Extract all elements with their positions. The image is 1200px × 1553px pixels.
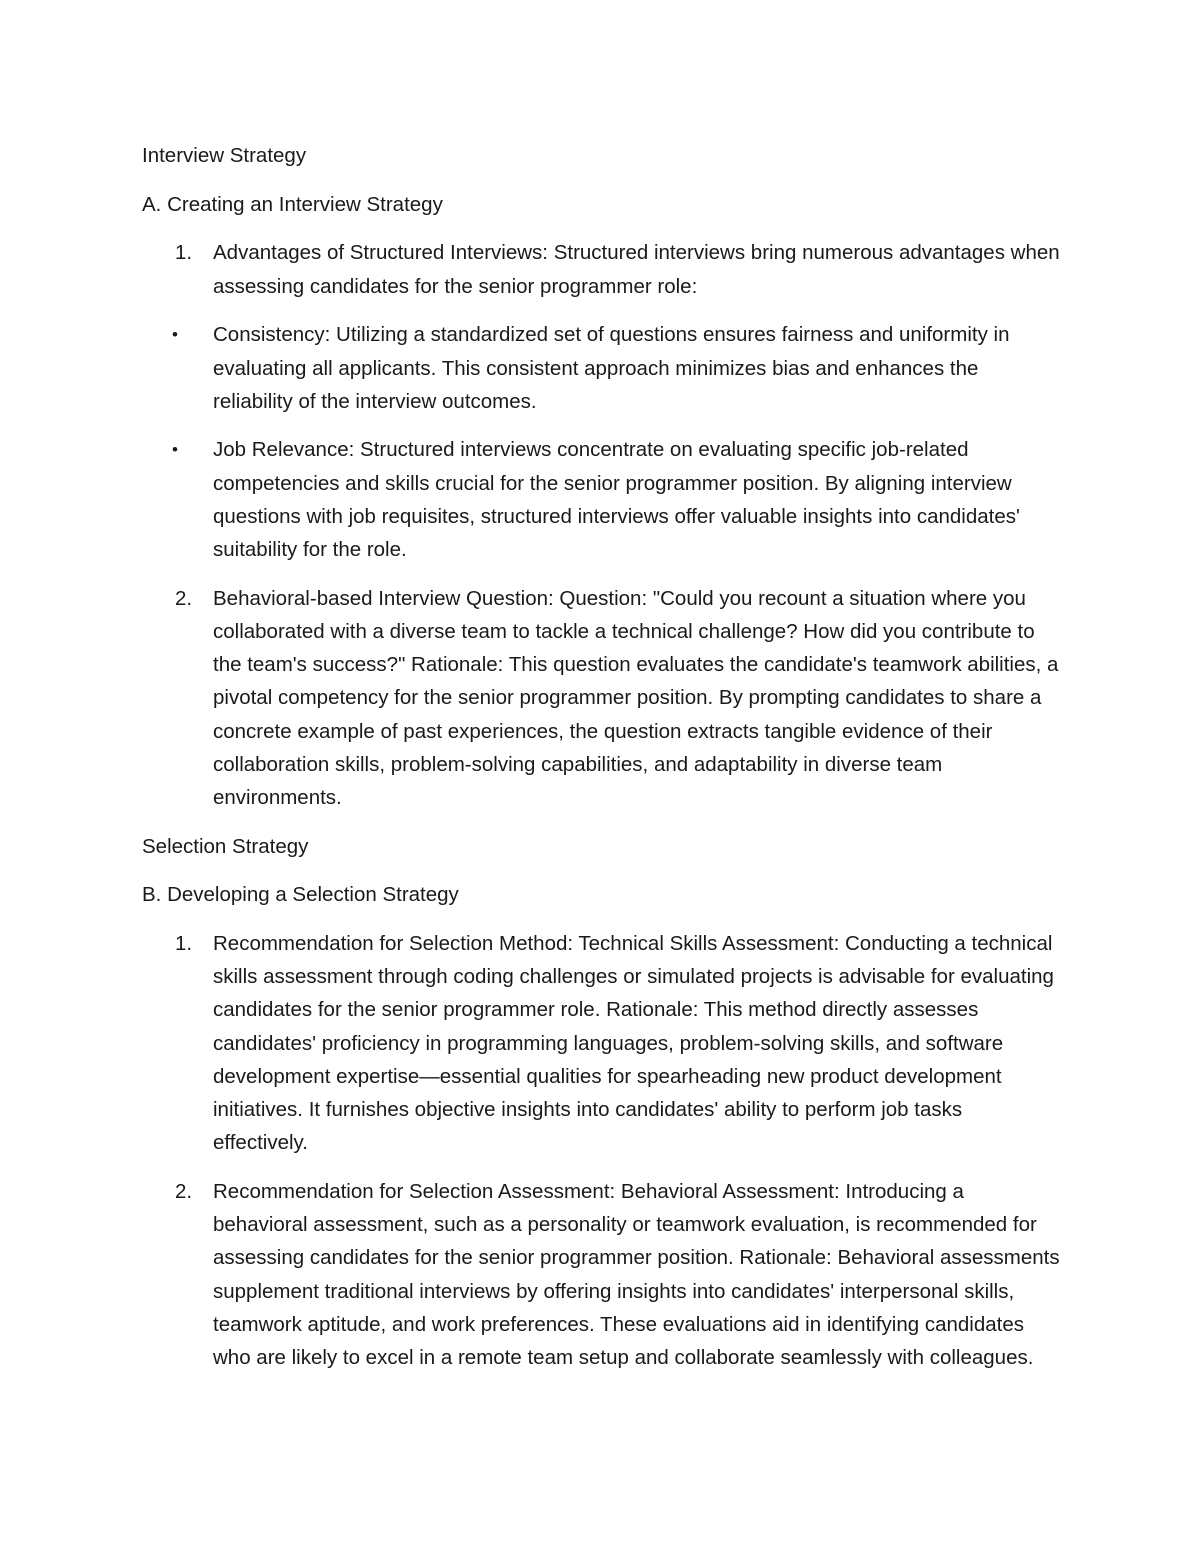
numbered-item-selection-method <box>142 927 1062 1159</box>
list-item-text: Behavioral-based Interview Question: Question: "Could you recount a situation where you collaborated with a diverse team to tackle a technical challenge? How did you contribute to the team's success?" Rationale: This question evaluates the candidate's teamwork abilities, a pivotal competency for the senior programmer position. By prompting candidates to share a concrete example of past experiences, the question extracts tangible evidence of their collaboration skills, problem-solving capabilities, and adaptability in diverse team environments. <box>213 586 1059 809</box>
bullet-item-job-relevance <box>142 433 1062 566</box>
bullet-item-consistency <box>142 318 1062 418</box>
list-number: 1. <box>175 241 193 265</box>
list-item-text: Recommendation for Selection Method: Technical Skills Assessment: Conducting a technical skills assessment through coding challenges or simulated projects is advisable for evaluating candidates for the senior programmer role. Rationale: This method directly assesses candidates' proficiency in programming languages, problem-solving skills, and software development expertise—essential qualities for spearheading new product development initiatives. It furnishes objective insights into candidates' ability to perform job tasks effectively. <box>213 932 1054 1155</box>
list-number: 2. <box>175 586 193 610</box>
section-subtitle-developing-selection-strategy: B. Developing a Selection Strategy <box>142 883 459 907</box>
bullet-icon: • <box>172 325 178 345</box>
numbered-item-advantages <box>142 236 1062 302</box>
list-item-text: Job Relevance: Structured interviews concentrate on evaluating specific job-related competencies and skills crucial for the senior programmer position. By aligning interview questions with job requisites, structured interviews offer valuable insights into candidates' suitability for the role. <box>213 438 1020 562</box>
list-item-text: Advantages of Structured Interviews: Structured interviews bring numerous advantages when assessing candidates for the senior programmer role: <box>213 241 1060 298</box>
section-title-selection-strategy: Selection Strategy <box>142 834 309 858</box>
numbered-item-selection-assessment <box>142 1175 1062 1374</box>
list-number: 1. <box>175 932 193 956</box>
list-item-text: Recommendation for Selection Assessment: Behavioral Assessment: Introducing a behavioral assessment, such as a personality or teamwork evaluation, is recommended for assessing candidates for the senior programmer position. Rationale: Behavioral assessments supplement traditional interviews by offering insights into candidates' interpersonal skills, teamwork aptitude, and work preferences. These evaluations aid in identifying candidates who are likely to excel in a remote team setup and collaborate seamlessly with colleagues. <box>213 1179 1060 1369</box>
numbered-item-behavioral-question <box>142 582 1062 814</box>
list-item-text: Consistency: Utilizing a standardized set of questions ensures fairness and uniformity in evaluating all applicants. This consistent approach minimizes bias and enhances the reliability of the interview outcomes. <box>213 323 1010 413</box>
section-title-interview-strategy: Interview Strategy <box>142 144 307 167</box>
bullet-icon: • <box>172 440 178 460</box>
list-number: 2. <box>175 1179 193 1203</box>
section-subtitle-creating-interview-strategy: A. Creating an Interview Strategy <box>142 192 443 216</box>
document-page <box>142 139 1062 1390</box>
